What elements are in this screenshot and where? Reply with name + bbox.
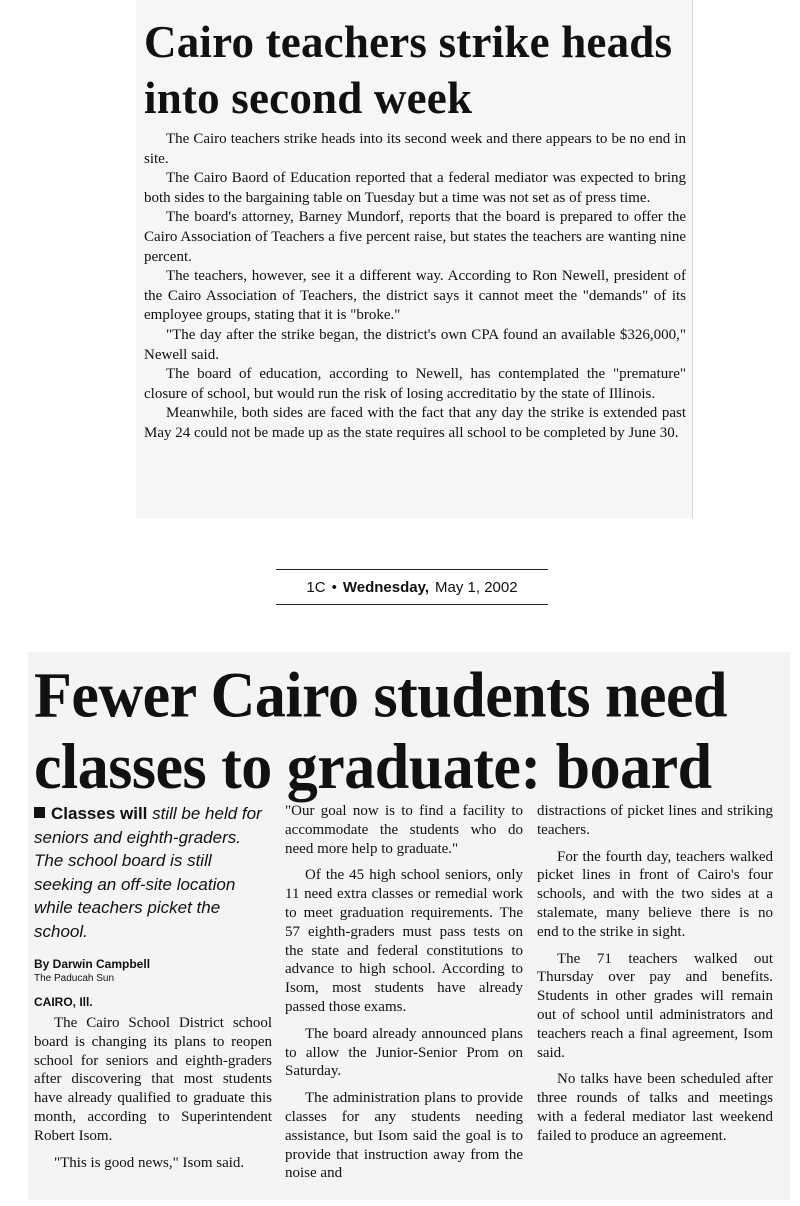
article-paragraph: The administration plans to provide classes for any students needing assistance, but Isom said the goal is to provide that instruction away from the noise and xyxy=(285,1090,523,1182)
clipping-1-headline: Cairo teachers strike heads into second week xyxy=(144,17,673,123)
article-column-3 xyxy=(537,802,773,1154)
clipping-1-paragraph: The Cairo teachers strike heads into its second week and there appears to be no end in site. xyxy=(144,131,686,167)
article-paragraph: No talks have been scheduled after three rounds of talks and meetings with a federal mediator last weekend failed to produce an agreement. xyxy=(537,1071,773,1144)
dateline xyxy=(276,569,548,605)
article-paragraph: "This is good news," Isom said. xyxy=(54,1154,245,1171)
dateline-weekday: Wednesday, xyxy=(342,578,430,596)
article-paragraph: The board already announced plans to allow the Junior-Senior Prom on Saturday. xyxy=(285,1025,523,1080)
clipping-2-headline: Fewer Cairo students need classes to graduate: board xyxy=(34,660,727,803)
article-column-2 xyxy=(285,802,523,1191)
dateline-date: May 1, 2002 xyxy=(435,578,518,596)
article-paragraph: For the fourth day, teachers walked picket lines in front of Cairo's four schools, and with the two sides at a stalemate, many believe there is no end to the strike in sight. xyxy=(537,848,773,940)
article-paragraph: Of the 45 high school seniors, only 11 need extra classes or remedial work to meet graduation requirements. The 57 eighth-graders must pass tests on the state and federal constitutions to advance to high school. According to Isom, most students have already passed those exams. xyxy=(285,867,523,1015)
deck-text: still be held for seniors and eighth-graders. The school board is still seeking an off-site location while teachers picket the school. xyxy=(34,804,262,941)
clipping-1-paragraph: The board of education, according to Newell, has contemplated the "premature" closure of school, but would run the risk of losing accreditatio by the state of Illinois. xyxy=(144,366,686,402)
byline: By Darwin Campbell xyxy=(34,957,151,971)
article-paragraph: distractions of picket lines and striking teachers. xyxy=(537,803,773,838)
article-paragraph: The 71 teachers walked out Thursday over pay and benefits. Students in other grades will remain out of school until administrators and teachers reach a final agreement, Isom said. xyxy=(537,950,773,1061)
deck-lead: Classes will xyxy=(51,804,148,823)
clipping-1-paragraph: Meanwhile, both sides are faced with the fact that any day the strike is extended past May 24 could not be made up as the state requires all school to be completed by June 30. xyxy=(144,405,686,441)
article-paragraph: The Cairo School District school board is changing its plans to reopen school for seniors and eighth-graders after discovering that most students have already qualified to graduate this month, according to Superintendent Robert Isom. xyxy=(34,1015,272,1144)
clipping-1-paragraph: The board's attorney, Barney Mundorf, reports that the board is prepared to offer the Cairo Association of Teachers a five percent raise, but states the teachers are wanting nine percent. xyxy=(144,209,686,265)
dateline-bullet: • xyxy=(331,578,337,596)
deck-bullet-icon xyxy=(34,807,45,818)
article-column-1 xyxy=(34,802,272,1180)
article-paragraph: "Our goal now is to find a facility to accommodate the students who do need more help to graduate." xyxy=(285,803,523,857)
clipping-1-paragraph: The teachers, however, see it a different way. According to Ron Newell, president of the Cairo Association of Teachers, the district says it cannot meet the "demands" of its employee groups, stating that it is "broke." xyxy=(144,268,686,324)
placeline: CAIRO, Ill. xyxy=(34,995,93,1009)
clipping-1-paragraph: "The day after the strike began, the district's own CPA found an available $326,000," Newell said. xyxy=(144,326,686,363)
dateline-page: 1C xyxy=(306,578,326,596)
clipping-1-body xyxy=(144,130,686,444)
clipping-1-paragraph: The Cairo Baord of Education reported that a federal mediator was expected to bring both sides to the bargaining table on Tuesday but a time was not set as of press time. xyxy=(144,170,686,206)
byline-affiliation: The Paducah Sun xyxy=(34,973,115,984)
article-deck xyxy=(34,802,272,943)
